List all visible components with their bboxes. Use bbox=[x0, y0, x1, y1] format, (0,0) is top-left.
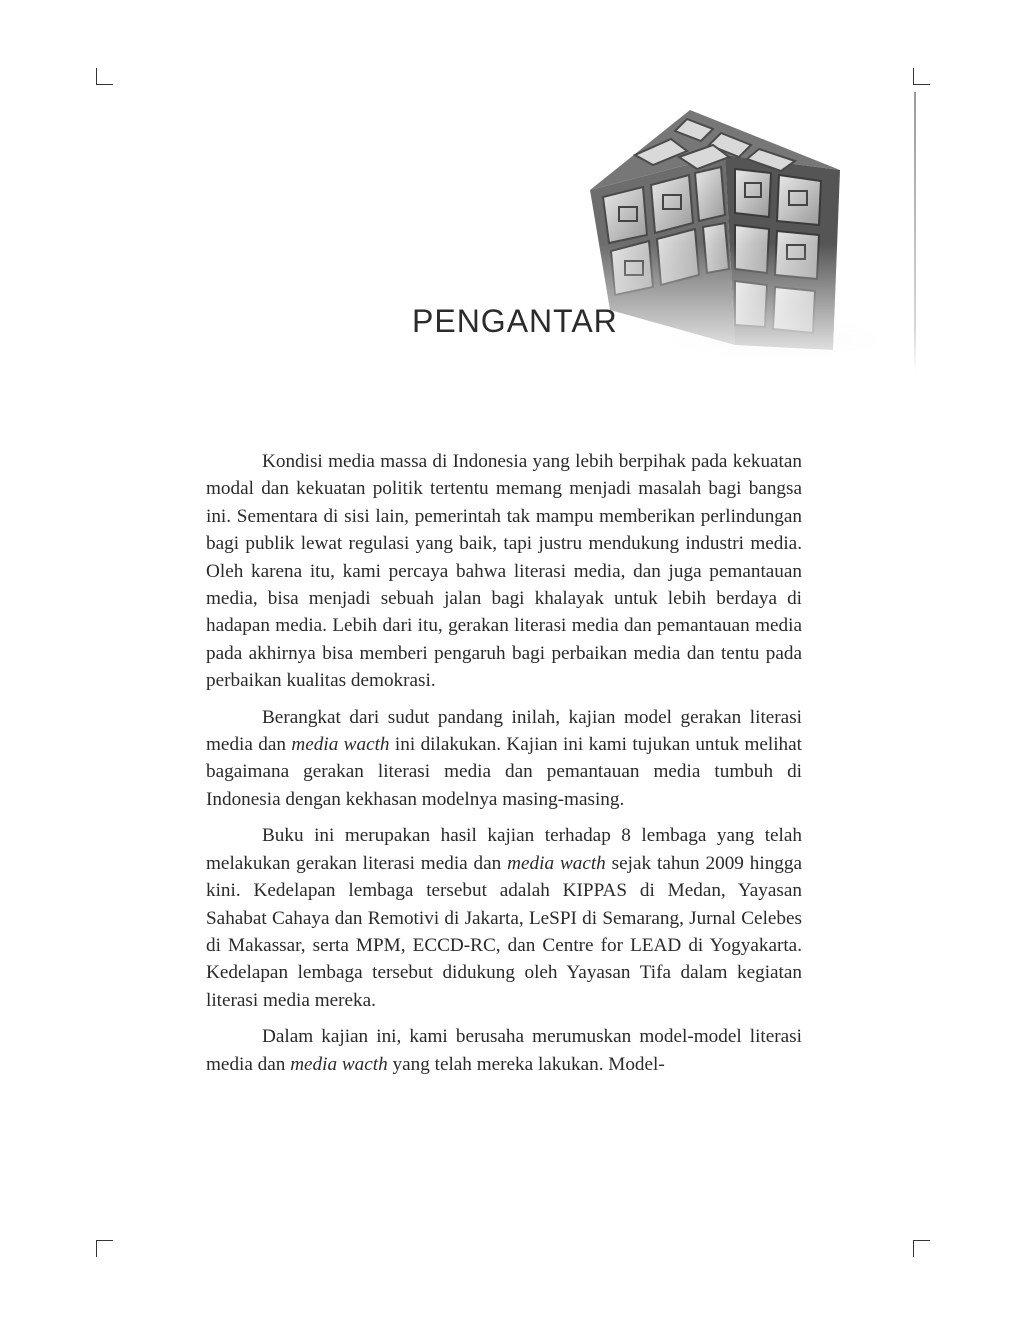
crop-mark-bottom-right bbox=[913, 1240, 930, 1257]
paragraph-4-italic-term: media wacth bbox=[290, 1053, 388, 1075]
page-title: PENGANTAR bbox=[412, 303, 618, 339]
media-rubik-cube-icon bbox=[575, 95, 905, 365]
paragraph-2-text-b: ini dilakukan. Kajian ini kami tujukan untuk melihat bagaimana gerakan literasi media dan pemantauan media tumbuh di Indonesia dengan kekhasan modelnya masing-masing. bbox=[206, 734, 802, 810]
paragraph-2 bbox=[206, 704, 802, 814]
paragraph-3-italic-term: media wacth bbox=[507, 852, 606, 874]
paragraph-2-text-a: Berangkat dari sudut pandang inilah, kajian model gerakan literasi media dan bbox=[206, 706, 802, 756]
paragraph-1 bbox=[206, 448, 802, 695]
paragraph-4-text-a: Dalam kajian ini, kami berusaha merumuskan model-model literasi media dan bbox=[206, 1026, 802, 1075]
paragraph-2-italic-term: media wacth bbox=[291, 734, 390, 756]
body-text bbox=[206, 448, 802, 1087]
paragraph-3 bbox=[206, 822, 802, 1014]
paragraph-3-text-b: sejak tahun 2009 hingga kini. Kedelapan lembaga tersebut adalah KIPPAS di Medan, Yayasan Sahabat Cahaya dan Remotivi di Jakarta, LeSPI di Semarang, Jurnal Celebes di Makassar, serta MPM, ECCD-RC, dan Centre for LEAD di Yogyakarta. Kedelapan lembaga tersebut didukung oleh Yayasan Tifa dalam kegiatan literasi media mereka. bbox=[206, 852, 802, 1011]
paragraph-4-text-b: yang telah mereka lakukan. Model- bbox=[387, 1053, 665, 1075]
page-edge-line bbox=[914, 92, 916, 372]
paragraph-3-text-a: Buku ini merupakan hasil kajian terhadap 8 lembaga yang telah melakukan gerakan literasi media dan bbox=[206, 825, 802, 874]
crop-mark-bottom-left bbox=[96, 1240, 113, 1257]
paragraph-1-text: Kondisi media massa di Indonesia yang lebih berpihak pada kekuatan modal dan kekuatan politik tertentu memang menjadi masalah bagi bangsa ini. Sementara di sisi lain, pemerintah tak mampu memberikan perlindungan bagi publik lewat regulasi yang baik, tapi justru mendukung industri media. Oleh karena itu, kami percaya bahwa literasi media, dan juga pemantauan media, bisa menjadi sebuah jalan bagi khalayak untuk lebih berdaya di hadapan media. Lebih dari itu, gerakan literasi media dan pemantauan media pada akhirnya bisa memberi pengaruh bagi perbaikan media dan tentu pada perbaikan kualitas demokrasi. bbox=[206, 451, 802, 692]
crop-mark-top-left bbox=[96, 68, 113, 85]
paragraph-4 bbox=[206, 1023, 802, 1078]
crop-mark-top-right bbox=[913, 68, 930, 85]
